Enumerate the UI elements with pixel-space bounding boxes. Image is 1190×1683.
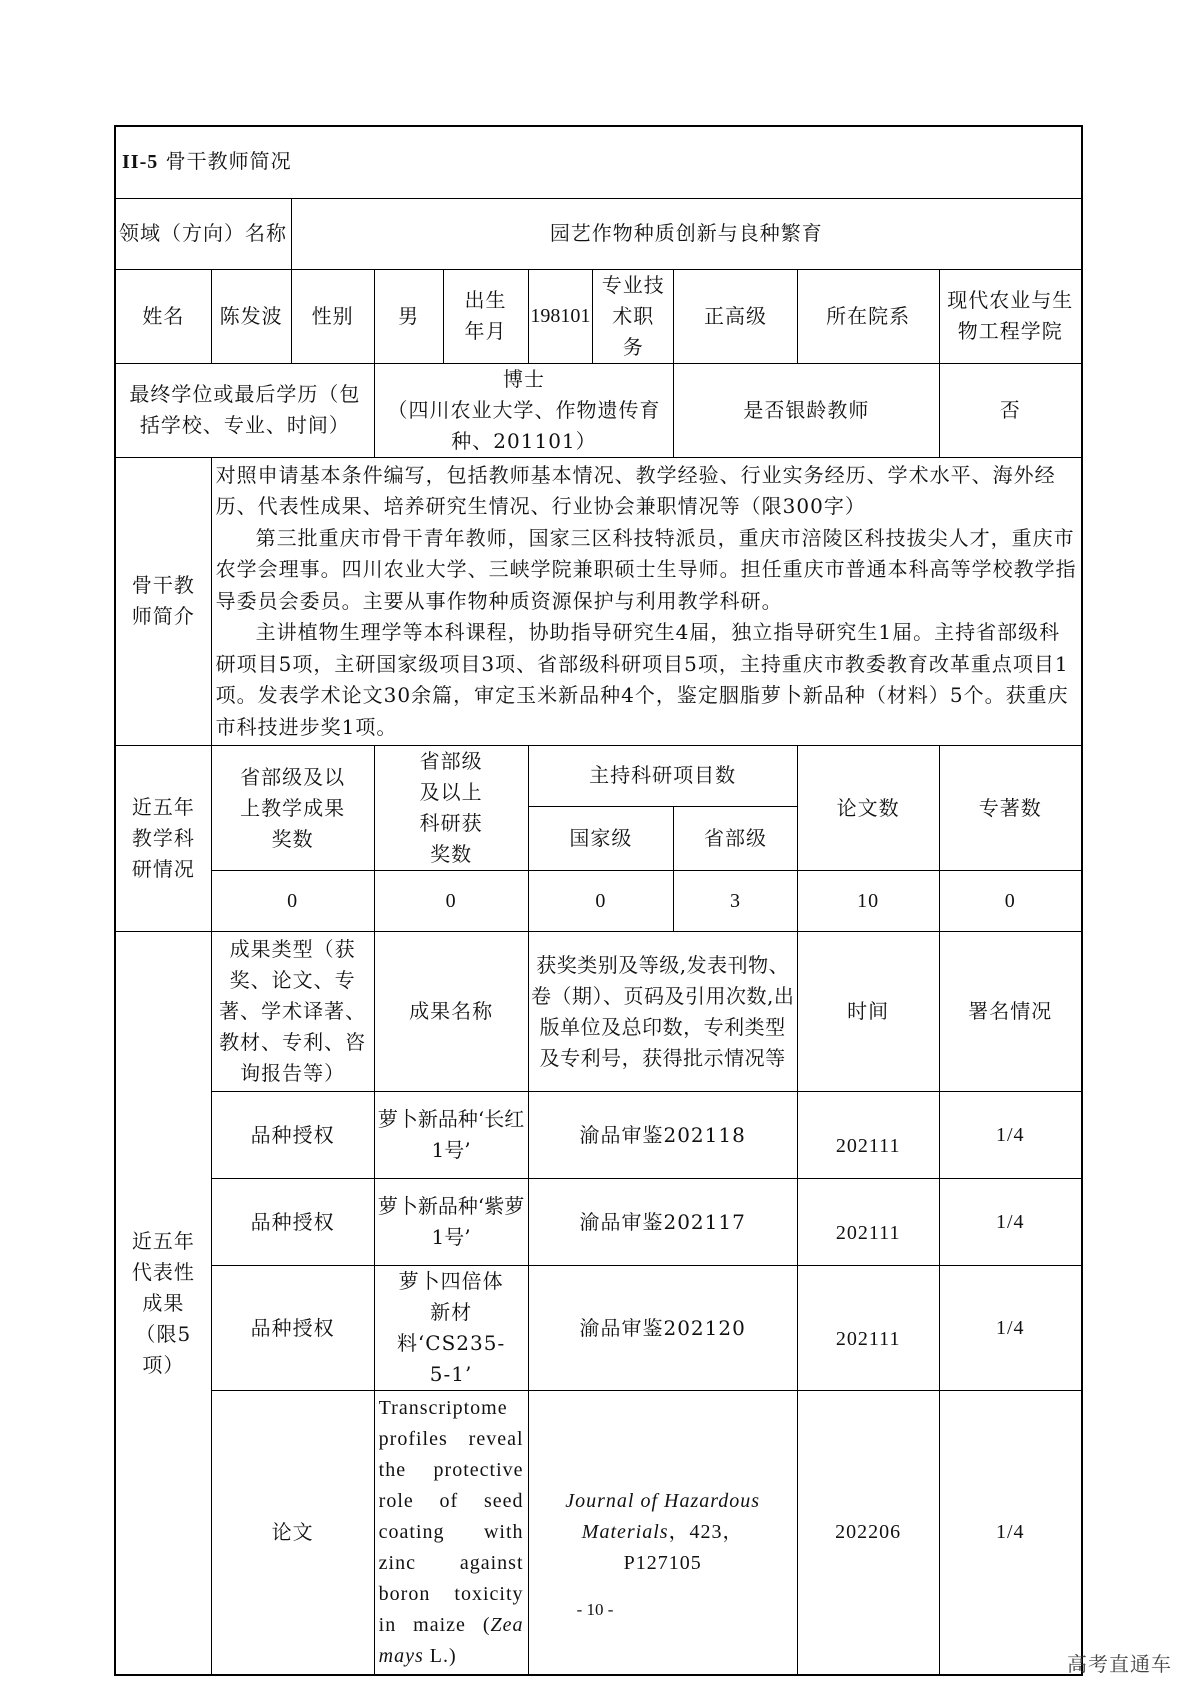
achievement-name: 萝卜新品种‘紫萝1号’: [374, 1179, 528, 1266]
books-header: 专著数: [939, 746, 1082, 871]
degree-value: [374, 363, 674, 457]
projects-header: 主持科研项目数: [528, 746, 797, 807]
paper-journal: [528, 1391, 797, 1676]
dept-label: 所在院系: [797, 269, 939, 363]
intro-paragraph-1: 第三批重庆市骨干青年教师，国家三区科技特派员，重庆市涪陵区科技拔尖人才，重庆市农学会理事。四川农业大学、三峡学院兼职硕士生导师。担任重庆市普通本科高等学校教学指导委员会委员。主要从事作物种质资源保护与利用教学科研。: [215, 525, 1077, 613]
paper-title: [374, 1391, 528, 1676]
degree-name: 博士: [502, 366, 545, 391]
paper-volume: ，423，: [668, 1521, 744, 1543]
achievement-type: 品种授权: [211, 1266, 374, 1391]
gender-label: 性别: [291, 269, 374, 363]
achievement-type: 品种授权: [211, 1092, 374, 1179]
time-header: 时间: [797, 932, 939, 1092]
research-label: 近五年教学科研情况: [115, 746, 211, 932]
section-name: 骨干教师简况: [165, 149, 292, 174]
achievement-row: [115, 1266, 1082, 1391]
name-value: 陈发波: [211, 269, 291, 363]
silver-label: 是否银龄教师: [674, 363, 939, 457]
degree-detail: （四川农业大学、作物遗传育种、201101）: [387, 397, 661, 453]
name-header: 成果名称: [374, 932, 528, 1092]
page-number: - 10 -: [576, 1600, 614, 1619]
books-value: 0: [939, 871, 1082, 932]
achievement-row: [115, 1092, 1082, 1179]
degree-label: 最终学位或最后学历（包括学校、专业、时间）: [115, 363, 374, 457]
name-label: 姓名: [115, 269, 211, 363]
research-award-header: 省部级及以上科研获奖数: [374, 746, 528, 871]
section-code: II-5: [122, 151, 159, 174]
achievement-time: 202111: [797, 1179, 939, 1266]
detail-header: 获奖类别及等级,发表刊物、卷（期）、页码及引用次数,出版单位及总印数，专利类型及专利号，获得批示情况等: [528, 932, 797, 1092]
paper-title-end: L.): [423, 1645, 457, 1667]
birth-label: 出生年月: [443, 269, 528, 363]
papers-value: 10: [797, 871, 939, 932]
teaching-award-value: 0: [211, 871, 374, 932]
type-header: 成果类型（获奖、论文、专著、学术译著、教材、专利、咨询报告等）: [211, 932, 374, 1092]
achievement-detail: 渝品审鉴202117: [528, 1179, 797, 1266]
achievement-author: 1/4: [939, 1266, 1082, 1391]
achievement-name: 萝卜四倍体新材料‘CS235-5-1’: [374, 1266, 528, 1391]
teacher-profile-table: [114, 125, 1083, 1676]
field-label: 领域（方向）名称: [115, 198, 291, 269]
paper-author: 1/4: [939, 1391, 1082, 1676]
provincial-value: 3: [674, 871, 798, 932]
achievement-row-paper: [115, 1391, 1082, 1676]
paper-title-species: Zea mays: [378, 1614, 524, 1667]
achievements-label: 近五年代表性成果（限5项）: [115, 932, 211, 1676]
achievement-row: [115, 1179, 1082, 1266]
watermark: 高考直通车: [1067, 1652, 1172, 1676]
title-label: 专业技术职 务: [593, 269, 674, 363]
paper-time: 202206: [797, 1391, 939, 1676]
field-value: 园艺作物种质创新与良种繁育: [291, 198, 1082, 269]
national-header: 国家级: [528, 806, 674, 870]
teaching-award-header: 省部级及以上教学成果奖数: [211, 746, 374, 871]
paper-title-main: Transcriptome profiles reveal the protective role of seed coating with zinc against boron toxicity in maize (: [378, 1397, 524, 1636]
achievement-detail: 渝品审鉴202120: [528, 1266, 797, 1391]
intro-instruction: 对照申请基本条件编写，包括教师基本情况、教学经验、行业实务经历、学术水平、海外经历、代表性成果、培养研究生情况、行业协会兼职情况等（限300字）: [215, 462, 1056, 518]
achievement-time: 202111: [797, 1266, 939, 1391]
dept-value: 现代农业与生物工程学院: [939, 269, 1082, 363]
provincial-header: 省部级: [674, 806, 798, 870]
intro-content: [211, 457, 1082, 746]
section-title: [115, 126, 1082, 198]
author-header: 署名情况: [939, 932, 1082, 1092]
birth-value: 198101: [528, 269, 593, 363]
title-value: 正高级: [674, 269, 798, 363]
achievement-name: 萝卜新品种‘长红1号’: [374, 1092, 528, 1179]
paper-pages: P127105: [623, 1552, 702, 1574]
intro-label: 骨干教师简介: [115, 457, 211, 746]
intro-paragraph-2: 主讲植物生理学等本科课程，协助指导研究生4届，独立指导研究生1届。主持省部级科研项目5项，主研国家级项目3项、省部级科研项目5项，主持重庆市教委教育改革重点项目1项。发表学术论文30余篇，审定玉米新品种4个，鉴定胭脂萝卜新品种（材料）5个。获重庆市科技进步奖1项。: [215, 620, 1069, 739]
papers-header: 论文数: [797, 746, 939, 871]
research-award-value: 0: [374, 871, 528, 932]
achievement-detail: 渝品审鉴202118: [528, 1092, 797, 1179]
achievement-author: 1/4: [939, 1092, 1082, 1179]
paper-journal-name: Journal of Hazardous Materials: [565, 1490, 761, 1543]
achievement-time: 202111: [797, 1092, 939, 1179]
paper-type: 论文: [211, 1391, 374, 1676]
gender-value: 男: [374, 269, 443, 363]
silver-value: 否: [939, 363, 1082, 457]
achievement-author: 1/4: [939, 1179, 1082, 1266]
national-value: 0: [528, 871, 674, 932]
achievement-type: 品种授权: [211, 1179, 374, 1266]
